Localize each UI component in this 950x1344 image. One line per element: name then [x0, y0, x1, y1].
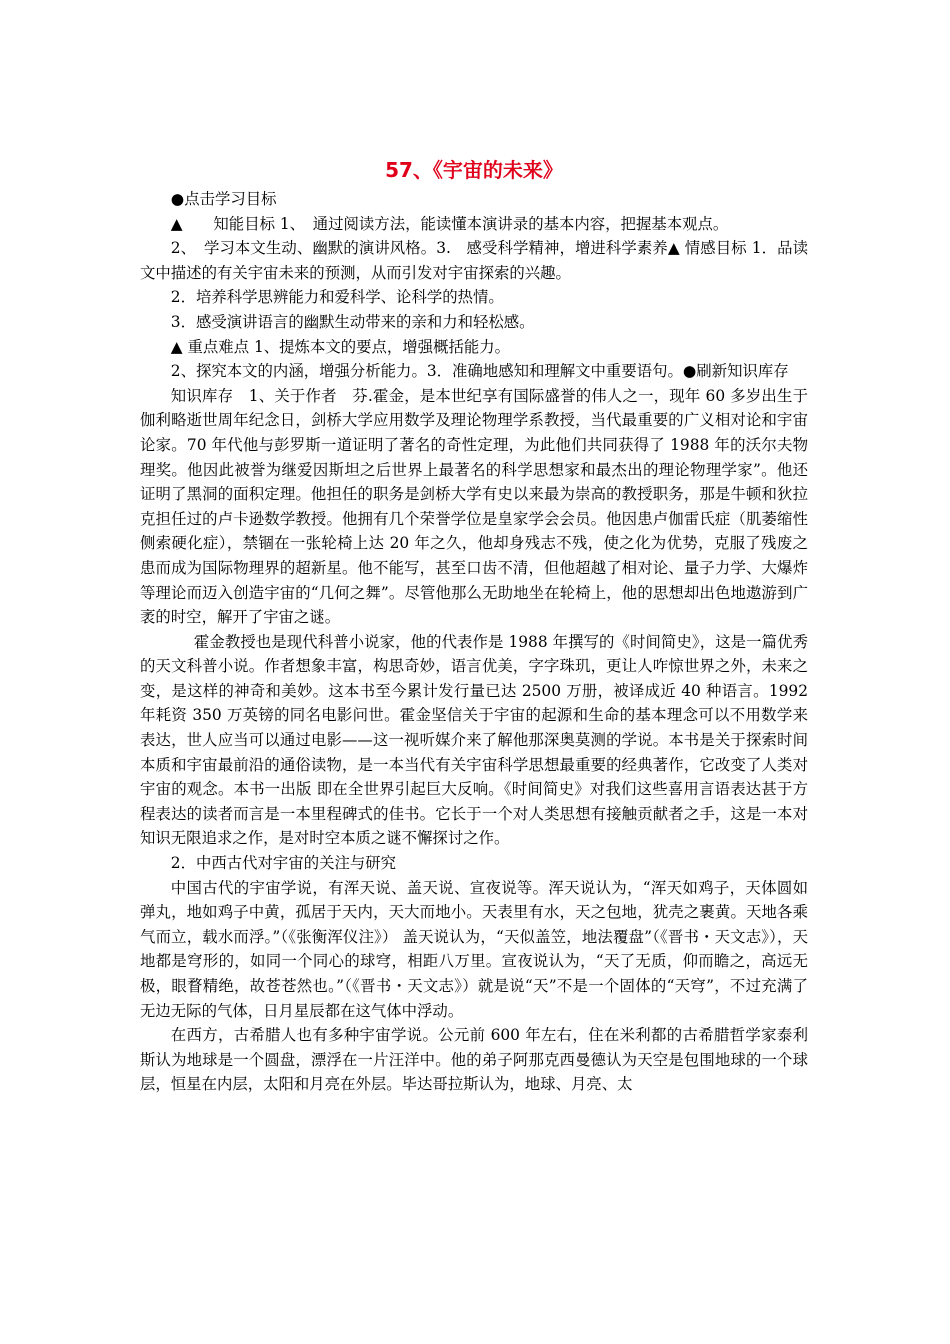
- section-heading-objectives: ●点击学习目标: [170, 190, 277, 208]
- paragraph-brief-history: 霍金教授也是现代科普小说家，他的代表作是 1988 年撰写的《时间简史》，这是一篇优秀的天文科普小说。作者想象丰富，构思奇妙，语言优美，字字珠玑，更让人咋惊世界之外，未来之变，是这样的神奇和美妙。这本书至今累计发行量已达 2500 万册，被译成近 40 种语言。1992 年耗资 350 万英镑的同名电影问世。霍金坚信关于宇宙的起源和生命的基本理念可以不用数学来表达，世人应当可以通过电影——这一视听媒介来了解他那深奥莫测的学说。本书是关于探索时间本质和宇宙最前沿的通俗读物，是一本当代有关宇宙科学思想最重要的经典著作，它改变了人类对宇宙的观念。本书一出版 即在全世界引起巨大反响。《时间简史》对我们这些喜用言语表达甚于方程表达的读者而言是一本里程碑式的佳书。它长于一个对人类思想有接触贡献者之手，这是一本对知识无限追求之作，是对时空本质之谜不懈探讨之作。: [140, 632, 808, 848]
- section-heading-ancient-cosmology: 2．中西古代对宇宙的关注与研究: [170, 854, 397, 873]
- paragraph: 2、 学习本文生动、幽默的演讲风格。3. 感受科学精神，增进科学素养▲ 情感目标 1．品读文中描述的有关宇宙未来的预测，从而引发对宇宙探索的兴趣。: [140, 239, 808, 282]
- paragraph: 3．感受演讲语言的幽默生动带来的亲和力和轻松感。: [170, 312, 535, 331]
- paragraph-chinese-cosmology: 中国古代的宇宙学说，有浑天说、盖天说、宣夜说等。浑天说认为，“浑天如鸡子，天体圆如弹丸，地如鸡子中黄，孤居于天内，天大而地小。天表里有水，天之包地，犹壳之裹黄。天地各乘气而立，载水而浮。”（《张衡浑仪注》） 盖天说认为，“天似盖笠，地法覆盘”（《晋书・天文志》），天地都是穹形的，如同一个同心的球穹，相距八万里。宣夜说认为，“天了无质，仰而瞻之，高远无极，眼瞀精绝，故苍苍然也。”（《晋书・天文志》）就是说“天”不是一个固体的“天穹”，不过充满了无边无际的气体，日月星辰都在这气体中浮动。: [140, 878, 808, 1020]
- paragraph: 2、探究本文的内涵，增强分析能力。3．准确地感知和理解文中重要语句。●刷新知识库存: [170, 362, 789, 381]
- paragraph-author-bio: 知识库存 1、关于作者 芬.霍金，是本世纪享有国际盛誉的伟人之一，现年 60 多岁出生于伽利略逝世周年纪念日，剑桥大学应用数学及理论物理学系教授，当代最重要的广义相对论和宇宙论家。70 年代他与彭罗斯一道证明了著名的奇性定理，为此他们共同获得了 1988 年的沃尔夫物理奖。他因此被誉为继爱因斯坦之后世界上最著名的科学思想家和最杰出的理论物理学家”。他还证明了黑洞的面积定理。他担任的职务是剑桥大学有史以来最为崇高的教授职务，那是牛顿和狄拉克担任过的卢卡逊数学教授。他拥有几个荣誉学位是皇家学会会员。他因患卢伽雷氏症（肌萎缩性侧索硬化症），禁锢在一张轮椅上达 20 年之久，他却身残志不残，使之化为优势，克服了残废之患而成为国际物理界的超新星。他不能写，甚至口齿不清，但他超越了相对论、量子力学、大爆炸等理论而迈入创造宇宙的“几何之舞”。尽管他那么无助地坐在轮椅上，他的思想却出色地遨游到广袤的时空，解开了宇宙之谜。: [140, 386, 808, 627]
- paragraph: ▲ 重点难点 1、提炼本文的要点，增强概括能力。: [170, 337, 511, 356]
- paragraph: ▲ 知能目标 1、 通过阅读方法，能读懂本演讲录的基本内容，把握基本观点。: [170, 214, 729, 233]
- paragraph-western-cosmology: 在西方，古希腊人也有多种宇宙学说。公元前 600 年左右，住在米利都的古希腊哲学家泰利斯认为地球是一个圆盘，漂浮在一片汪洋中。他的弟子阿那克西曼德认为天空是包围地球的一个球层，恒星在内层，太阳和月亮在外层。毕达哥拉斯认为，地球、月亮、太: [140, 1026, 808, 1094]
- paragraph: 2．培养科学思辨能力和爱科学、论科学的热情。: [170, 288, 504, 307]
- document-title: 57、《宇宙的未来》: [385, 158, 563, 182]
- document-page: [140, 155, 808, 1097]
